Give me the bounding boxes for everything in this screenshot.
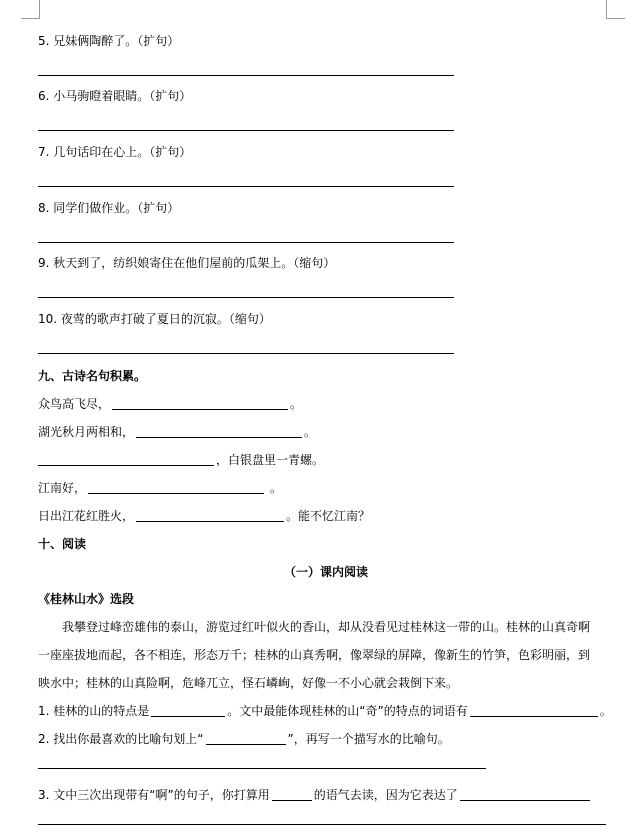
section-10-title: 十、阅读 [38, 537, 87, 551]
passage-line-1: 我攀登过峰峦雄伟的泰山，游览过红叶似火的香山，却从没看见过桂林这一带的山。桂林的山真奇啊 [62, 620, 591, 634]
question-3: 3. 文中三次出现带有“啊”的句子，你打算用 的语气去读，因为它表达了 [38, 787, 592, 803]
exercise-number: 6. [38, 89, 50, 103]
section-subtitle: （一）课内阅读 [284, 565, 369, 579]
exercise-5 [38, 33, 179, 49]
exercise-number: 7. [38, 145, 50, 159]
poem-line-5: 日出江花红胜火， 。能不忆江南？ [38, 509, 371, 523]
passage-line-3: 映水中；桂林的山真险啊，危峰兀立，怪石嶙峋，好像一不小心就会栽倒下来。 [38, 676, 459, 690]
fill-blank[interactable] [151, 704, 225, 717]
answer-line [38, 75, 454, 76]
exercise-text: 兄妹俩陶醉了。（扩句） [53, 34, 180, 48]
fill-blank[interactable] [136, 425, 302, 438]
crop-mark-top-right [606, 0, 625, 19]
passage-title: 《桂林山水》选段 [38, 592, 135, 606]
fill-blank[interactable] [470, 704, 598, 717]
poem-line-3: ，白银盘里一青螺。 [38, 452, 324, 468]
exercise-text: 秋天到了，纺织娘寄住在他们屋前的瓜架上。（缩句） [53, 256, 336, 270]
answer-line [38, 768, 486, 769]
fill-blank[interactable] [38, 453, 214, 466]
exercise-text: 夜莺的歌声打破了夏日的沉寂。（缩句） [60, 312, 271, 326]
poem-line-1: 众鸟高飞尽， 。 [38, 397, 303, 411]
exercise-number: 8. [38, 201, 50, 215]
question-1: 1. 桂林的山的特点是 。文中最能体现桂林的山“奇”的特点的词语有 。 [38, 704, 612, 718]
answer-line [38, 242, 454, 243]
section-9-title: 九、古诗名句积累。 [38, 369, 147, 383]
fill-blank[interactable] [136, 509, 284, 522]
exercise-9 [38, 255, 335, 271]
exercise-number: 10. [38, 312, 58, 326]
exercise-7 [38, 144, 191, 160]
fill-blank[interactable] [272, 788, 312, 801]
exercise-10 [38, 311, 271, 327]
exercise-text: 几句话印在心上。（扩句） [53, 145, 192, 159]
poem-line-4: 江南好， 。 [38, 481, 282, 495]
answer-line [38, 824, 606, 825]
exercise-number: 9. [38, 256, 50, 270]
exercise-text: 同学们做作业。（扩句） [53, 201, 180, 215]
passage-line-2: 一座座拔地而起，各不相连，形态万千；桂林的山真秀啊，像翠绿的屏障，像新生的竹笋，色彩明丽，到 [38, 648, 591, 662]
answer-line [38, 186, 454, 187]
exercise-number: 5. [38, 34, 50, 48]
exercise-text: 小马驹瞪着眼睛。（扩句） [53, 89, 192, 103]
fill-blank[interactable] [460, 788, 590, 801]
crop-mark-top-left [21, 0, 40, 19]
answer-line [38, 297, 454, 298]
fill-blank[interactable] [112, 397, 288, 410]
question-2: 2. 找出你最喜欢的比喻句划上“ ”，再写一个描写水的比喻句。 [38, 732, 450, 746]
poem-line-2: 湖光秋月两相和， 。 [38, 425, 317, 439]
fill-blank[interactable] [88, 481, 264, 494]
exercise-8 [38, 200, 179, 216]
answer-line [38, 353, 454, 354]
answer-line [38, 130, 454, 131]
fill-blank[interactable] [206, 732, 286, 745]
exercise-6 [38, 88, 191, 104]
